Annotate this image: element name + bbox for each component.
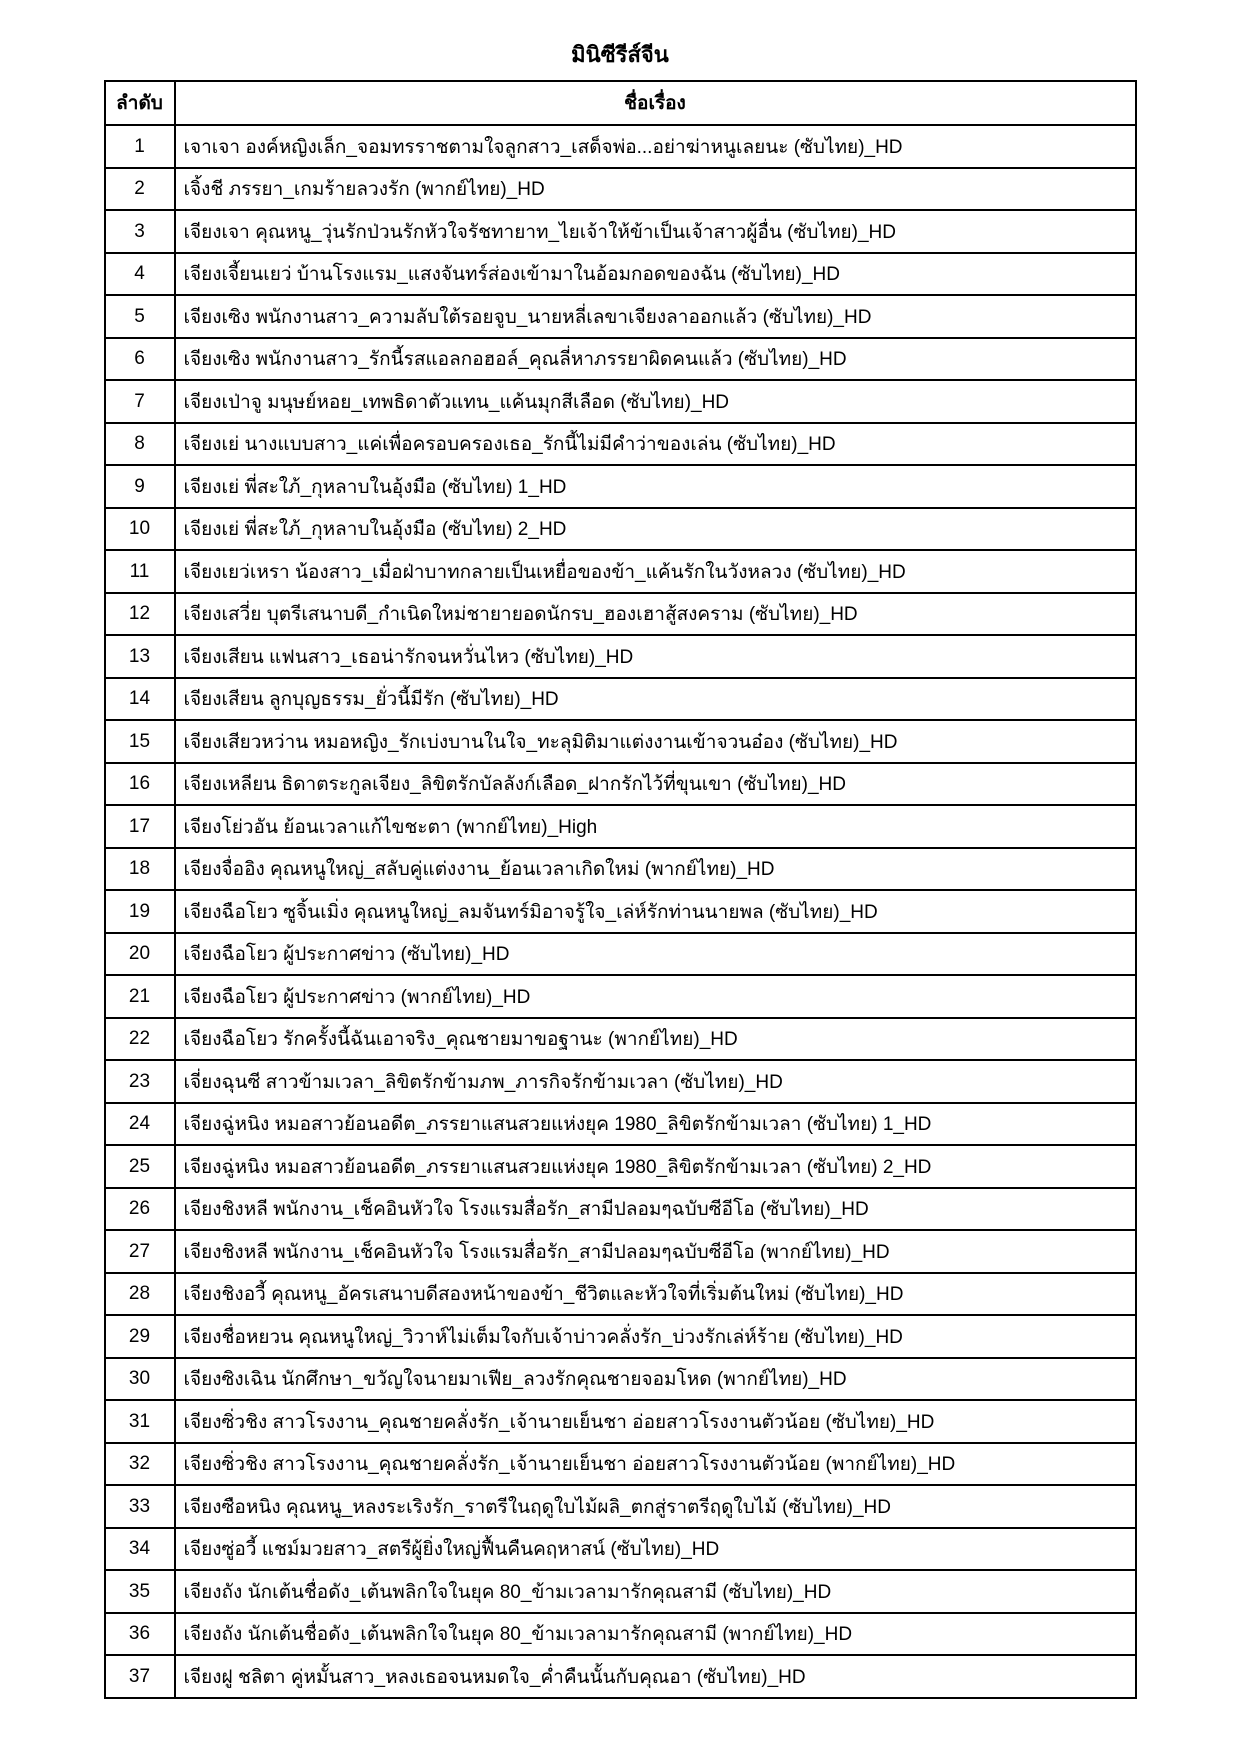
table-row <box>105 593 1136 636</box>
table-row <box>105 210 1136 253</box>
row-title: เจียงเย่ นางแบบสาว_แค่เพื่อครอบครองเธอ_รักนี้ไม่มีคำว่าของเล่น (ซับไทย)_HD <box>175 423 1136 466</box>
table-row <box>105 720 1136 763</box>
row-title: เจียงเย่ พี่สะใภ้_กุหลาบในอุ้งมือ (ซับไทย) 2_HD <box>175 508 1136 551</box>
row-index: 1 <box>105 125 175 168</box>
row-index: 21 <box>105 975 175 1018</box>
row-title: เจียงซิ่วชิง สาวโรงงาน_คุณชายคลั่งรัก_เจ้านายเย็นชา อ่อยสาวโรงงานตัวน้อย (ซับไทย)_HD <box>175 1400 1136 1443</box>
row-index: 18 <box>105 848 175 891</box>
table-row <box>105 1103 1136 1146</box>
row-index: 35 <box>105 1570 175 1613</box>
row-title: เจียงฝู ชลิตา คู่หมั้นสาว_หลงเธอจนหมดใจ_ค่ำคืนนั้นกับคุณอา (ซับไทย)_HD <box>175 1655 1136 1698</box>
row-title: เจียงเสียน ลูกบุญธรรม_ยั่วนี้มีรัก (ซับไทย)_HD <box>175 678 1136 721</box>
row-index: 10 <box>105 508 175 551</box>
row-index: 29 <box>105 1315 175 1358</box>
row-title: เจียงเยว่เหรา น้องสาว_เมื่อฝ่าบาทกลายเป็นเหยื่อของข้า_แค้นรักในวังหลวง (ซับไทย)_HD <box>175 550 1136 593</box>
table-row <box>105 1145 1136 1188</box>
row-index: 24 <box>105 1103 175 1146</box>
row-index: 25 <box>105 1145 175 1188</box>
row-index: 19 <box>105 890 175 933</box>
table-row <box>105 380 1136 423</box>
table-row <box>105 933 1136 976</box>
row-index: 26 <box>105 1188 175 1231</box>
table-row <box>105 763 1136 806</box>
table-row <box>105 550 1136 593</box>
row-title: เจียงเจา คุณหนู_วุ่นรักป่วนรักหัวใจรัชทายาท_ไยเจ้าให้ข้าเป็นเจ้าสาวผู้อื่น (ซับไทย)_HD <box>175 210 1136 253</box>
row-title: เจียงโย่วอัน ย้อนเวลาแก้ไขชะตา (พากย์ไทย)_High <box>175 805 1136 848</box>
row-title: เจียงชิงอวี้ คุณหนู_อัครเสนาบดีสองหน้าของข้า_ชีวิตและหัวใจที่เริ่มต้นใหม่ (ซับไทย)_HD <box>175 1273 1136 1316</box>
table-row <box>105 1188 1136 1231</box>
row-title: เจียงเจี้ยนเยว่ บ้านโรงแรม_แสงจันทร์ส่องเข้ามาในอ้อมกอดของฉัน (ซับไทย)_HD <box>175 253 1136 296</box>
table-row <box>105 975 1136 1018</box>
row-title: เจียงเสียวหว่าน หมอหญิง_รักเบ่งบานในใจ_ทะลุมิติมาแต่งงานเข้าจวนอ๋อง (ซับไทย)_HD <box>175 720 1136 763</box>
row-title: เจียงซือหนิง คุณหนู_หลงระเริงรัก_ราตรีในฤดูใบไม้ผลิ_ตกสู่ราตรีฤดูใบไม้ (ซับไทย)_HD <box>175 1485 1136 1528</box>
row-index: 3 <box>105 210 175 253</box>
table-row <box>105 168 1136 211</box>
page-title: มินิซีรีส์จีน <box>571 42 669 67</box>
row-index: 4 <box>105 253 175 296</box>
table-row <box>105 805 1136 848</box>
table-body <box>105 125 1136 1698</box>
row-index: 30 <box>105 1358 175 1401</box>
row-title: เจียงเป่าจู มนุษย์หอย_เทพธิดาตัวแทน_แค้นมุกสีเลือด (ซับไทย)_HD <box>175 380 1136 423</box>
row-index: 13 <box>105 635 175 678</box>
table-row <box>105 848 1136 891</box>
row-index: 28 <box>105 1273 175 1316</box>
table-row <box>105 678 1136 721</box>
row-title: เจียงชื่อหยวน คุณหนูใหญ่_วิวาห์ไม่เต็มใจกับเจ้าบ่าวคลั่งรัก_บ่วงรักเล่ห์ร้าย (ซับไทย)_HD <box>175 1315 1136 1358</box>
row-title: เจียงฉือโยว ซูจิ้นเมิ่ง คุณหนูใหญ่_ลมจันทร์มิอาจรู้ใจ_เล่ห์รักท่านนายพล (ซับไทย)_HD <box>175 890 1136 933</box>
row-index: 33 <box>105 1485 175 1528</box>
table-row <box>105 1485 1136 1528</box>
row-index: 5 <box>105 295 175 338</box>
column-header-title: ชื่อเรื่อง <box>175 81 1136 125</box>
row-title: เจียงถัง นักเต้นชื่อดัง_เต้นพลิกใจในยุค 80_ข้ามเวลามารักคุณสามี (พากย์ไทย)_HD <box>175 1613 1136 1656</box>
row-title: เจียงจื่ออิง คุณหนูใหญ่_สลับคู่แต่งงาน_ย้อนเวลาเกิดใหม่ (พากย์ไทย)_HD <box>175 848 1136 891</box>
table-row <box>105 1443 1136 1486</box>
row-title: เจียงฉู่หนิง หมอสาวย้อนอดีต_ภรรยาแสนสวยแห่งยุค 1980_ลิขิตรักข้ามเวลา (ซับไทย) 1_HD <box>175 1103 1136 1146</box>
row-title: เจียงเสียน แฟนสาว_เธอน่ารักจนหวั่นไหว (ซับไทย)_HD <box>175 635 1136 678</box>
table-row <box>105 295 1136 338</box>
column-header-index: ลำดับ <box>105 81 175 125</box>
table-row <box>105 1613 1136 1656</box>
row-index: 31 <box>105 1400 175 1443</box>
table-row <box>105 125 1136 168</box>
row-index: 22 <box>105 1018 175 1061</box>
row-title: เจียงชิงหลี พนักงาน_เช็คอินหัวใจ โรงแรมสื่อรัก_สามีปลอมๆฉบับซีอีโอ (พากย์ไทย)_HD <box>175 1230 1136 1273</box>
table-row <box>105 890 1136 933</box>
row-index: 2 <box>105 168 175 211</box>
table-row <box>105 1273 1136 1316</box>
row-title: เจียงฉือโยว รักครั้งนี้ฉันเอาจริง_คุณชายมาขอฐานะ (พากย์ไทย)_HD <box>175 1018 1136 1061</box>
table-row <box>105 1655 1136 1698</box>
row-title: เจียงซิ่วชิง สาวโรงงาน_คุณชายคลั่งรัก_เจ้านายเย็นชา อ่อยสาวโรงงานตัวน้อย (พากย์ไทย)_HD <box>175 1443 1136 1486</box>
table-row <box>105 1570 1136 1613</box>
row-index: 15 <box>105 720 175 763</box>
row-index: 9 <box>105 465 175 508</box>
row-index: 11 <box>105 550 175 593</box>
table-row <box>105 1358 1136 1401</box>
row-title: เจียงชิงหลี พนักงาน_เช็คอินหัวใจ โรงแรมสื่อรัก_สามีปลอมๆฉบับซีอีโอ (ซับไทย)_HD <box>175 1188 1136 1231</box>
row-title: เจาเจา องค์หญิงเล็ก_จอมทรราชตามใจลูกสาว_เสด็จพ่อ...อย่าฆ่าหนูเลยนะ (ซับไทย)_HD <box>175 125 1136 168</box>
table-row <box>105 1400 1136 1443</box>
row-index: 14 <box>105 678 175 721</box>
row-index: 6 <box>105 338 175 381</box>
row-index: 23 <box>105 1060 175 1103</box>
row-title: เจียงฉือโยว ผู้ประกาศข่าว (พากย์ไทย)_HD <box>175 975 1136 1018</box>
row-title: เจียงถัง นักเต้นชื่อดัง_เต้นพลิกใจในยุค 80_ข้ามเวลามารักคุณสามี (ซับไทย)_HD <box>175 1570 1136 1613</box>
row-title: เจียงฉือโยว ผู้ประกาศข่าว (ซับไทย)_HD <box>175 933 1136 976</box>
row-index: 20 <box>105 933 175 976</box>
row-index: 32 <box>105 1443 175 1486</box>
row-title: เจียงซิงเฉิน นักศึกษา_ขวัญใจนายมาเฟีย_ลวงรักคุณชายจอมโหด (พากย์ไทย)_HD <box>175 1358 1136 1401</box>
row-index: 16 <box>105 763 175 806</box>
row-title: เจียงเซิง พนักงานสาว_ความลับใต้รอยจูบ_นายหลี่เลขาเจียงลาออกแล้ว (ซับไทย)_HD <box>175 295 1136 338</box>
row-index: 12 <box>105 593 175 636</box>
table-row <box>105 423 1136 466</box>
row-index: 27 <box>105 1230 175 1273</box>
table-row <box>105 1528 1136 1571</box>
row-title: เจียงเหลียน ธิดาตระกูลเจียง_ลิขิตรักบัลลังก์เลือด_ฝากรักไว้ที่ขุนเขา (ซับไทย)_HD <box>175 763 1136 806</box>
table-row <box>105 338 1136 381</box>
table-row <box>105 253 1136 296</box>
table-row <box>105 635 1136 678</box>
row-title: เจี่ยงฉุนซี สาวข้ามเวลา_ลิขิตรักข้ามภพ_ภารกิจรักข้ามเวลา (ซับไทย)_HD <box>175 1060 1136 1103</box>
row-index: 8 <box>105 423 175 466</box>
row-title: เจียงฉู่หนิง หมอสาวย้อนอดีต_ภรรยาแสนสวยแห่งยุค 1980_ลิขิตรักข้ามเวลา (ซับไทย) 2_HD <box>175 1145 1136 1188</box>
row-title: เจิ้งชี ภรรยา_เกมร้ายลวงรัก (พากย์ไทย)_HD <box>175 168 1136 211</box>
row-index: 17 <box>105 805 175 848</box>
row-title: เจียงซู่อวี้ แชม์มวยสาว_สตรีผู้ยิ่งใหญ่ฟื้นคืนคฤหาสน์ (ซับไทย)_HD <box>175 1528 1136 1571</box>
row-title: เจียงเสวี่ย บุตรีเสนาบดี_กำเนิดใหม่ชายายอดนักรบ_ฮองเฮาสู้สงคราม (ซับไทย)_HD <box>175 593 1136 636</box>
table-row <box>105 1230 1136 1273</box>
row-index: 37 <box>105 1655 175 1698</box>
header-row <box>105 81 1136 125</box>
table-row <box>105 1315 1136 1358</box>
table-row <box>105 1060 1136 1103</box>
row-index: 7 <box>105 380 175 423</box>
series-table <box>104 80 1137 1699</box>
table-row <box>105 1018 1136 1061</box>
row-index: 36 <box>105 1613 175 1656</box>
row-title: เจียงเซิง พนักงานสาว_รักนี้รสแอลกอฮอล์_คุณลี่หาภรรยาผิดคนแล้ว (ซับไทย)_HD <box>175 338 1136 381</box>
row-index: 34 <box>105 1528 175 1571</box>
row-title: เจียงเย่ พี่สะใภ้_กุหลาบในอุ้งมือ (ซับไทย) 1_HD <box>175 465 1136 508</box>
table-row <box>105 508 1136 551</box>
table-row <box>105 465 1136 508</box>
